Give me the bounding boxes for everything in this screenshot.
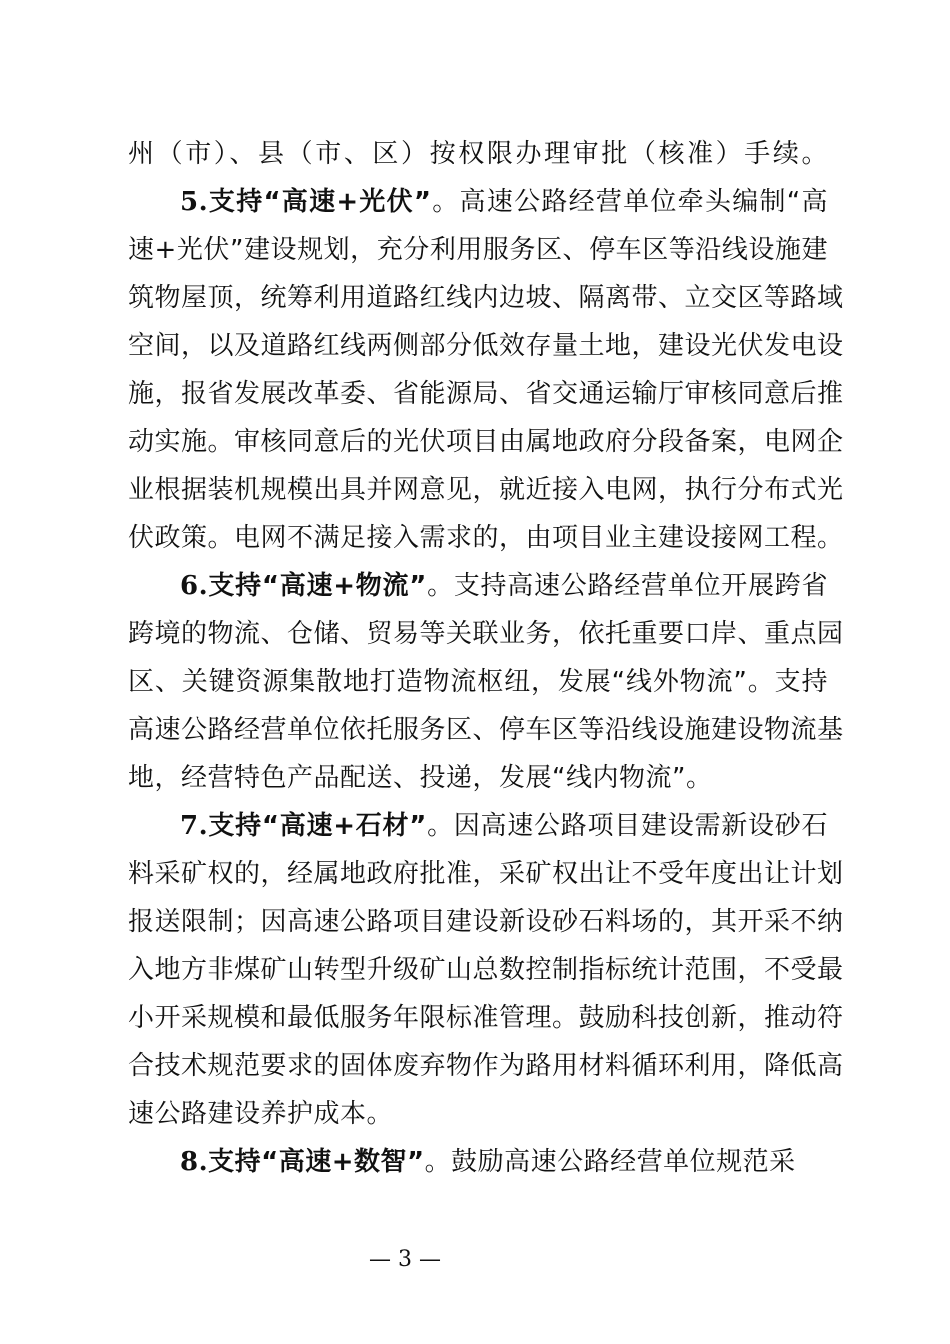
item-number: 7. xyxy=(180,811,209,841)
item-heading: 支持“高速+石材” xyxy=(208,811,427,841)
paragraph-line: 动实施。审核同意后的光伏项目由属地政府分段备案，电网企 xyxy=(128,427,844,457)
page-number: — 3 — xyxy=(369,1247,441,1272)
paragraph-line: 入地方非煤矿山转型升级矿山总数控制指标统计范围，不受最 xyxy=(128,955,844,985)
paragraph-line: 业根据装机规模出具并网意见，就近接入电网，执行分布式光 xyxy=(128,475,844,505)
paragraph-line: 伏政策。电网不满足接入需求的，由项目业主建设接网工程。 xyxy=(128,523,844,553)
paragraph-line: 速+光伏”建设规划，充分利用服务区、停车区等沿线设施建 xyxy=(128,235,828,265)
item-number: 6. xyxy=(180,571,209,601)
item-heading: 支持“高速+光伏” xyxy=(208,187,432,217)
paragraph-line: 报送限制；因高速公路项目建设新设砂石料场的，其开采不纳 xyxy=(128,907,844,937)
paragraph-line: 跨境的物流、仓储、贸易等关联业务，依托重要口岸、重点园 xyxy=(128,619,844,649)
item-number: 5. xyxy=(180,187,209,217)
item-lead-text: 。因高速公路项目建设需新设砂石 xyxy=(426,811,828,841)
paragraph-line: 合技术规范要求的固体废弃物作为路用材料循环利用，降低高 xyxy=(128,1051,844,1081)
item-number: 8. xyxy=(180,1147,209,1177)
item-6-first-line xyxy=(180,569,828,603)
paragraph-line: 施，报省发展改革委、省能源局、省交通运输厅审核同意后推 xyxy=(128,379,844,409)
paragraph-line: 筑物屋顶，统筹利用道路红线内边坡、隔离带、立交区等路域 xyxy=(128,283,844,313)
paragraph-line: 地，经营特色产品配送、投递，发展“线内物流”。 xyxy=(128,763,713,793)
paragraph-line: 区、关键资源集散地打造物流枢纽，发展“线外物流”。支持 xyxy=(128,667,828,697)
item-5-first-line xyxy=(180,185,828,219)
paragraph-line: 料采矿权的，经属地政府批准，采矿权出让不受年度出让计划 xyxy=(128,859,844,889)
item-lead-text: 。支持高速公路经营单位开展跨省 xyxy=(426,571,828,601)
paragraph-line: 空间，以及道路红线两侧部分低效存量土地，建设光伏发电设 xyxy=(128,331,844,361)
intro-line: 州（市）、县（市、区）按权限办理审批（核准）手续。 xyxy=(128,139,828,169)
item-heading: 支持“高速+物流” xyxy=(208,571,427,601)
item-lead-text: 。高速公路经营单位牵头编制“高 xyxy=(431,187,828,217)
item-8-first-line xyxy=(180,1145,828,1179)
item-lead-text: 。鼓励高速公路经营单位规范采 xyxy=(424,1147,796,1177)
item-7-first-line xyxy=(180,809,828,843)
paragraph-line: 速公路建设养护成本。 xyxy=(128,1099,394,1129)
paragraph-line: 高速公路经营单位依托服务区、停车区等沿线设施建设物流基 xyxy=(128,715,844,745)
paragraph-line: 小开采规模和最低服务年限标准管理。鼓励科技创新，推动符 xyxy=(128,1003,844,1033)
item-heading: 支持“高速+数智” xyxy=(208,1147,425,1177)
